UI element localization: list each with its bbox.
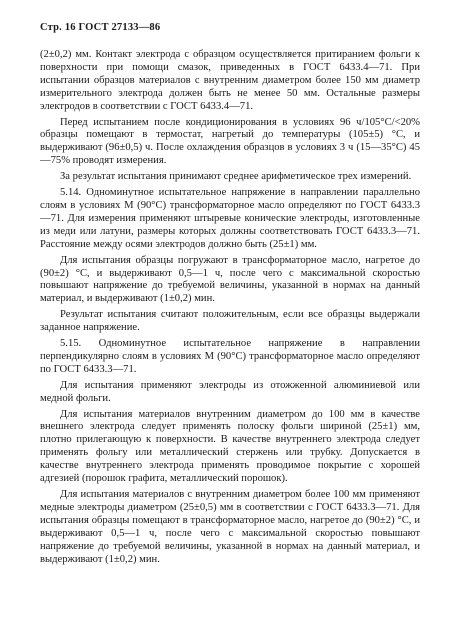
paragraph: Для испытания применяют электроды из отожженной алюминиевой или медной фольги.: [40, 379, 420, 404]
document-body: [40, 49, 420, 566]
page-header: Стр. 16 ГОСТ 27133—86: [40, 22, 161, 33]
section-5-14-paragraph: 5.14. Одноминутное испытательное напряжение в направлении параллельно слоям в условиях М (90°C) трансформаторное масло определяют по ГОСТ 6433.3—71. Для измерения применяют штыревые конические электроды, изготовленные из меди или латуни, размеры которых должны соответствовать ГОСТ 6433.3—71. Расстояние между осями электродов должно быть (25±1) мм.: [40, 187, 420, 250]
section-5-15-paragraph: 5.15. Одноминутное испытательное напряжение в направлении перпендикулярно слоям в условиях М (90°C) трансформаторное масло определяют по ГОСТ 6433.3—71.: [40, 338, 420, 375]
paragraph: Для испытания образцы погружают в трансформаторное масло, нагретое до (90±2) °C, и выдерживают 0,5—1 ч, после чего с максимальной скоростью повышают напряжение до требуемой величины, указанной в нормах на данный материал, и выдерживают (1±0,2) мин.: [40, 254, 420, 305]
paragraph: Для испытания материалов внутренним диаметром до 100 мм в качестве внешнего электрода следует применять полоску фольги шириной (25±1) мм, плотно прилегающую к поверхности. В качестве внутреннего электрода следует применять фольгу или металлический стержень или трубку. Допускается в качестве внутреннего электрода применять проводимое покрытие с хорошей адгезией (порошок графита, металлический порошок).: [40, 408, 420, 485]
paragraph: Результат испытания считают положительным, если все образцы выдержали заданное напряжение.: [40, 309, 420, 334]
paragraph: За результат испытания принимают среднее арифметическое трех измерений.: [60, 171, 412, 183]
paragraph: Для испытания материалов с внутренним диаметром более 100 мм применяют медные электроды диаметром (25±0,5) мм в соответствии с ГОСТ 6433.3—71. Для испытания образцы помещают в трансформаторное масло, нагретое до (90±2) °C, и выдерживают 0,5—1 ч, после чего с максимальной скоростью повышают напряжение до требуемой величины, указанной в нормах на данный материал, и выдерживают (1±0,2) мин.: [40, 489, 420, 565]
paragraph: Перед испытанием после кондиционирования в условиях 96 ч/105°C/<20% образцы помещают в термостат, нагретый до температуры (105±5) °C, и выдерживают (96±0,5) ч. После охлаждения образцов в условиях 3 ч (15—35°C) 45—75% проводят измерения.: [40, 116, 420, 167]
paragraph: (2±0,2) мм. Контакт электрода с образцом осуществляется притиранием фольги к поверхности при помощи смазок, приведенных в ГОСТ 6433.4—71. При испытании образцов материалов с внутренним диаметром более 150 мм диаметр измерительного электрода должен быть не менее 50 мм. Остальные размеры электродов в соответствии с ГОСТ 6433.4—71.: [40, 49, 420, 112]
